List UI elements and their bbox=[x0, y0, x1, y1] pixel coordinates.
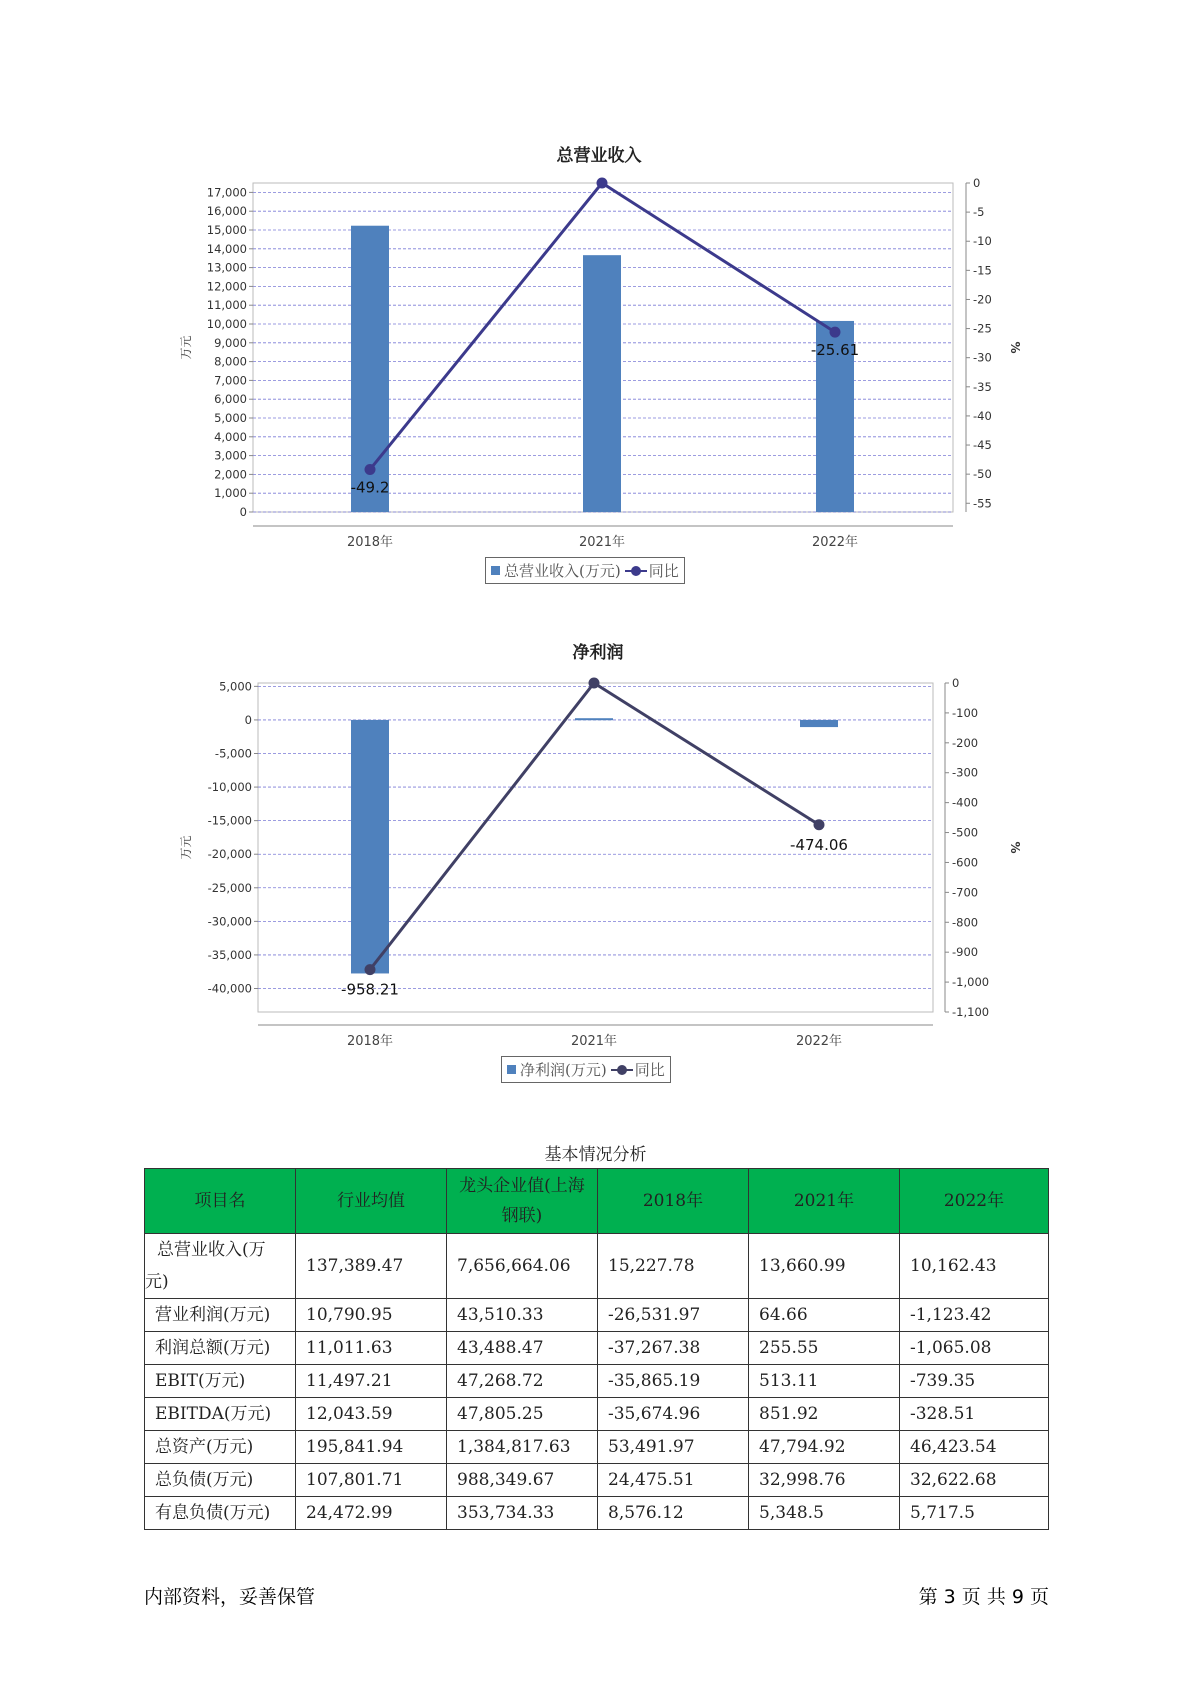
bar-2021年 bbox=[583, 255, 621, 512]
y-tick-label: 13,000 bbox=[206, 260, 247, 275]
y-tick-label: 11,000 bbox=[206, 298, 247, 313]
row-label bbox=[145, 1234, 296, 1299]
bar-2021年 bbox=[575, 718, 613, 720]
row-label: 总资产(万元) bbox=[145, 1431, 296, 1464]
table-row bbox=[145, 1365, 1049, 1398]
table-cell: 13,660.99 bbox=[749, 1234, 900, 1299]
y2-tick-label: -25 bbox=[973, 321, 992, 336]
table-cell: 43,488.47 bbox=[447, 1332, 598, 1365]
table-cell: 1,384,817.63 bbox=[447, 1431, 598, 1464]
y2-tick-label: -700 bbox=[952, 885, 979, 900]
table-cell: 195,841.94 bbox=[296, 1431, 447, 1464]
y-axis-label: 万元 bbox=[179, 335, 193, 360]
yoy-point bbox=[597, 178, 608, 189]
header-2021: 2021年 bbox=[749, 1169, 900, 1234]
x-tick-label: 2018年 bbox=[346, 1034, 394, 1049]
table-title: 基本情况分析 bbox=[544, 1145, 647, 1165]
y2-tick-label: -40 bbox=[973, 408, 992, 423]
x-tick-label: 2021年 bbox=[570, 1034, 618, 1049]
y2-tick-label: -100 bbox=[952, 705, 979, 720]
x-tick-label: 2022年 bbox=[795, 1034, 843, 1049]
table-cell: 988,349.67 bbox=[447, 1464, 598, 1497]
row-label: 总负债(万元) bbox=[145, 1464, 296, 1497]
y2-tick-label: 0 bbox=[952, 676, 960, 690]
table-cell: 47,805.25 bbox=[447, 1398, 598, 1431]
y-tick-label: 8,000 bbox=[214, 354, 247, 369]
y-tick-label: 17,000 bbox=[206, 185, 247, 200]
y2-tick-label: -5 bbox=[973, 205, 985, 220]
y2-tick-label: -600 bbox=[952, 855, 979, 870]
yoy-data-label: -474.06 bbox=[790, 835, 848, 854]
legend-bar-swatch bbox=[507, 1065, 516, 1074]
row-label: EBITDA(万元) bbox=[145, 1398, 296, 1431]
y2-axis-label: % bbox=[1008, 341, 1022, 354]
table-cell: 10,162.43 bbox=[900, 1234, 1049, 1299]
y2-tick-label: -20 bbox=[973, 292, 992, 307]
y2-tick-label: -900 bbox=[952, 945, 979, 960]
y-tick-label: 12,000 bbox=[206, 279, 247, 294]
y-tick-label: 10,000 bbox=[206, 317, 247, 331]
y2-axis-label: % bbox=[1008, 841, 1022, 854]
row-label: 营业利润(万元) bbox=[145, 1299, 296, 1332]
yoy-point bbox=[365, 964, 376, 975]
net-profit-chart-svg bbox=[0, 620, 1191, 1100]
yoy-point bbox=[814, 819, 825, 830]
row-label: 利润总额(万元) bbox=[145, 1332, 296, 1365]
y-tick-label: -10,000 bbox=[207, 780, 252, 795]
y2-tick-label: -300 bbox=[952, 765, 979, 780]
legend-bar-label: 净利润(万元) bbox=[520, 1061, 607, 1079]
yoy-point bbox=[830, 327, 841, 338]
table-cell: 11,011.63 bbox=[296, 1332, 447, 1365]
y2-tick-label: -55 bbox=[973, 496, 992, 511]
y-tick-label: 6,000 bbox=[214, 392, 247, 407]
header-2022: 2022年 bbox=[900, 1169, 1049, 1234]
yoy-point bbox=[589, 678, 600, 689]
footer-page-number: 第 3 页 共 9 页 bbox=[918, 1586, 1049, 1608]
table-cell: 46,423.54 bbox=[900, 1431, 1049, 1464]
y2-tick-label: -200 bbox=[952, 735, 979, 750]
y2-tick-label: -1,100 bbox=[952, 1005, 990, 1019]
x-tick-label: 2022年 bbox=[811, 535, 859, 550]
y-tick-label: 9,000 bbox=[214, 335, 247, 350]
y2-tick-label: -45 bbox=[973, 438, 992, 453]
legend-line-label: 同比 bbox=[648, 562, 679, 580]
table-cell: 107,801.71 bbox=[296, 1464, 447, 1497]
table-cell: 11,497.21 bbox=[296, 1365, 447, 1398]
table-cell: 12,043.59 bbox=[296, 1398, 447, 1431]
table-row bbox=[145, 1497, 1049, 1530]
y-tick-label: -40,000 bbox=[207, 981, 252, 996]
table-cell: 8,576.12 bbox=[598, 1497, 749, 1530]
header-2018: 2018年 bbox=[598, 1169, 749, 1234]
net-profit-chart bbox=[0, 620, 1191, 1100]
legend-bar-swatch bbox=[491, 566, 500, 575]
table-row bbox=[145, 1299, 1049, 1332]
y-tick-label: 3,000 bbox=[214, 448, 247, 463]
yoy-data-label: -25.61 bbox=[810, 341, 860, 360]
y-tick-label: 16,000 bbox=[206, 204, 247, 219]
header-leader: 龙头企业值(上海钢联) bbox=[447, 1169, 598, 1234]
table-cell: 137,389.47 bbox=[296, 1234, 447, 1299]
y-tick-label: 1,000 bbox=[214, 486, 247, 501]
table-cell: -35,674.96 bbox=[598, 1398, 749, 1431]
table-cell: -328.51 bbox=[900, 1398, 1049, 1431]
revenue-chart bbox=[0, 0, 1191, 600]
y2-tick-label: -15 bbox=[973, 263, 992, 278]
table-cell: 5,348.5 bbox=[749, 1497, 900, 1530]
chart-title: 净利润 bbox=[572, 643, 624, 663]
legend-line-swatch bbox=[625, 566, 647, 576]
table-cell: -1,123.42 bbox=[900, 1299, 1049, 1332]
table-cell: 64.66 bbox=[749, 1299, 900, 1332]
yoy-line bbox=[370, 683, 819, 970]
y-tick-label: 0 bbox=[239, 505, 247, 519]
table-cell: 353,734.33 bbox=[447, 1497, 598, 1530]
y-tick-label: -35,000 bbox=[207, 947, 252, 962]
table-row bbox=[145, 1234, 1049, 1299]
header-industry-avg: 行业均值 bbox=[296, 1169, 447, 1234]
table-cell: 32,998.76 bbox=[749, 1464, 900, 1497]
y-tick-label: 5,000 bbox=[214, 411, 247, 425]
y-tick-label: -20,000 bbox=[207, 847, 252, 862]
chart-title: 总营业收入 bbox=[556, 146, 642, 166]
table-row bbox=[145, 1464, 1049, 1497]
row-label: EBIT(万元) bbox=[145, 1365, 296, 1398]
y-tick-label: 0 bbox=[244, 712, 252, 727]
table-cell: 43,510.33 bbox=[447, 1299, 598, 1332]
table-cell: 255.55 bbox=[749, 1332, 900, 1365]
table-row bbox=[145, 1398, 1049, 1431]
revenue-chart-svg bbox=[0, 0, 1191, 600]
y2-tick-label: -10 bbox=[973, 234, 992, 249]
row-label-line: 总营业收入(万 bbox=[157, 1240, 266, 1260]
y2-tick-label: -50 bbox=[973, 467, 992, 482]
y2-tick-label: -400 bbox=[952, 795, 979, 810]
y-tick-label: -15,000 bbox=[207, 813, 252, 828]
y2-tick-label: -35 bbox=[973, 379, 992, 394]
table-cell: -37,267.38 bbox=[598, 1332, 749, 1365]
table-cell: 7,656,664.06 bbox=[447, 1234, 598, 1299]
yoy-point bbox=[365, 464, 376, 475]
x-tick-label: 2021年 bbox=[578, 535, 626, 550]
table-cell: 10,790.95 bbox=[296, 1299, 447, 1332]
table-cell: -1,065.08 bbox=[900, 1332, 1049, 1365]
legend-line-label: 同比 bbox=[634, 1061, 665, 1079]
bar-2022年 bbox=[800, 720, 838, 727]
yoy-data-label: -49.2 bbox=[350, 478, 390, 497]
y2-tick-label: -30 bbox=[973, 350, 992, 365]
table-cell: 47,794.92 bbox=[749, 1431, 900, 1464]
y-axis-label: 万元 bbox=[179, 835, 193, 860]
y2-tick-label: -800 bbox=[952, 915, 979, 930]
y2-tick-label: 0 bbox=[973, 176, 981, 190]
y-tick-label: 2,000 bbox=[214, 467, 247, 482]
table-cell: -739.35 bbox=[900, 1365, 1049, 1398]
yoy-data-label: -958.21 bbox=[341, 980, 399, 999]
y-tick-label: 15,000 bbox=[206, 223, 247, 237]
legend-bar-label: 总营业收入(万元) bbox=[504, 562, 621, 580]
table-cell: 24,475.51 bbox=[598, 1464, 749, 1497]
y2-tick-label: -500 bbox=[952, 825, 979, 840]
y-tick-label: -5,000 bbox=[214, 746, 252, 761]
table-cell: 53,491.97 bbox=[598, 1431, 749, 1464]
table-cell: 851.92 bbox=[749, 1398, 900, 1431]
table-cell: 15,227.78 bbox=[598, 1234, 749, 1299]
y-tick-label: 7,000 bbox=[214, 373, 247, 388]
y2-tick-label: -1,000 bbox=[952, 975, 990, 990]
table-cell: 5,717.5 bbox=[900, 1497, 1049, 1530]
table-cell: 32,622.68 bbox=[900, 1464, 1049, 1497]
footer-confidential: 内部资料，妥善保管 bbox=[144, 1586, 316, 1608]
x-tick-label: 2018年 bbox=[346, 535, 394, 550]
table-cell: 24,472.99 bbox=[296, 1497, 447, 1530]
y-tick-label: 14,000 bbox=[206, 241, 247, 256]
table-header-row bbox=[145, 1169, 1049, 1234]
header-item: 项目名 bbox=[145, 1169, 296, 1234]
table-cell: 513.11 bbox=[749, 1365, 900, 1398]
legend-line-swatch bbox=[611, 1065, 633, 1075]
row-label: 有息负债(万元) bbox=[145, 1497, 296, 1530]
table-cell: 47,268.72 bbox=[447, 1365, 598, 1398]
table-row bbox=[145, 1332, 1049, 1365]
y-tick-label: 5,000 bbox=[219, 679, 252, 694]
basic-analysis-table bbox=[144, 1168, 1049, 1530]
table-cell: -26,531.97 bbox=[598, 1299, 749, 1332]
row-label-line: 元) bbox=[145, 1272, 169, 1292]
y-tick-label: -30,000 bbox=[207, 914, 252, 929]
y-tick-label: -25,000 bbox=[207, 880, 252, 895]
bar-2018年 bbox=[351, 720, 389, 974]
revenue-chart-legend bbox=[485, 557, 685, 584]
table-row bbox=[145, 1431, 1049, 1464]
table-cell: -35,865.19 bbox=[598, 1365, 749, 1398]
y-tick-label: 4,000 bbox=[214, 429, 247, 444]
net-profit-chart-legend bbox=[501, 1056, 671, 1083]
